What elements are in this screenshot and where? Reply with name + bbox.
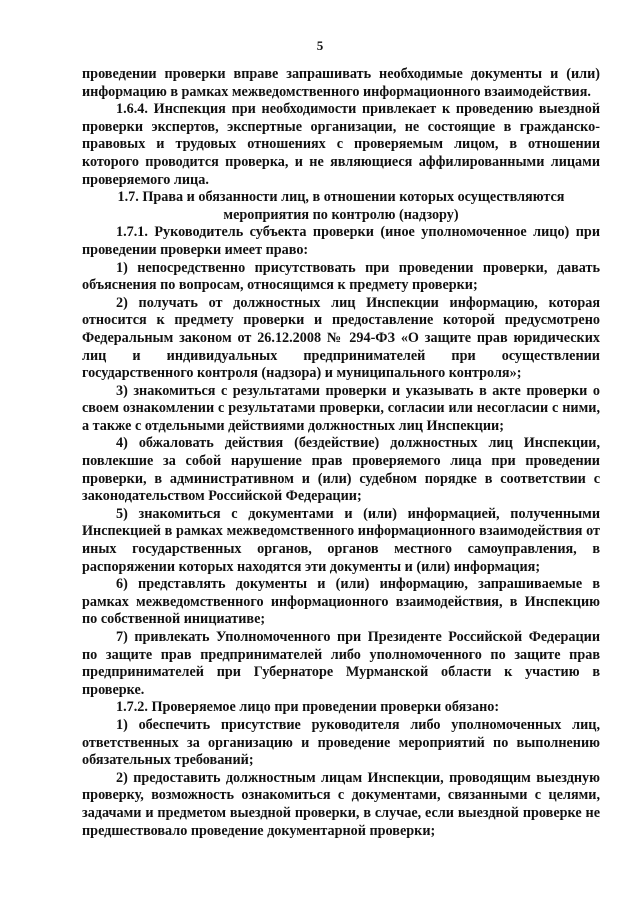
- paragraph-1-7-2: 1.7.2. Проверяемое лицо при проведении проверки обязано:: [116, 699, 500, 716]
- paragraph-continuation: проведении проверки вправе запрашивать необходимые документы и (или) информацию в рамках межведомственного информационного взаимодействия.: [82, 66, 600, 100]
- list-item-duty-1: 1) обеспечить присутствие руководителя либо уполномоченных лиц, ответственных за организацию и проведение мероприятий по выполнению обязательных требований;: [82, 716, 600, 769]
- list-item-right-7: 7) привлекать Уполномоченного при Президенте Российской Федерации по защите прав предпринимателей либо уполномоченного по защите прав предпринимателей при Губернаторе Мурманской области к участию в проверке.: [82, 629, 600, 698]
- list-item-right-1: 1) непосредственно присутствовать при проведении проверки, давать объяснения по вопросам, относящимся к предмету проверки;: [82, 259, 600, 294]
- list-item-right-6: 6) представлять документы и (или) информацию, запрашиваемые в рамках межведомственного информационного взаимодействия, в Инспекцию по собственной инициативе;: [82, 576, 600, 628]
- document-body: [82, 66, 600, 840]
- list-item-right-3: 3) знакомиться с результатами проверки и указывать в акте проверки о своем ознакомлении с результатами проверки, согласии или несогласии с ними, а также с отдельными действиями должностных лиц Инспекции;: [82, 382, 600, 434]
- paragraph-1-7-1: 1.7.1. Руководитель субъекта проверки (иное уполномоченное лицо) при проведении проверки имеет право:: [82, 224, 600, 258]
- list-item-right-5: 5) знакомиться с документами и (или) информацией, полученными Инспекцией в рамках межведомственного информационного взаимодействия от иных государственных органов, органов местного самоуправления, в распоряжении которых находятся эти документы и (или) информация;: [82, 505, 600, 575]
- paragraph-1-6-4: 1.6.4. Инспекция при необходимости привлекает к проведению выездной проверки экспертов, экспертные организации, не состоящие в гражданско-правовых и трудовых отношениях с проверяемым лицом, в отношении которого проводится проверка, и не являющиеся аффилированными лицами проверяемого лица.: [82, 101, 600, 188]
- list-item-duty-2: 2) предоставить должностным лицам Инспекции, проводящим выездную проверку, возможность ознакомиться с документами, связанными с целями, задачами и предметом выездной проверки, в случае, если выездной проверке не предшествовало проведение документарной проверки;: [82, 769, 600, 839]
- section-heading-1-7: 1.7. Права и обязанности лиц, в отношении которых осуществляются мероприятия по контролю (надзору): [117, 189, 565, 223]
- page-number: 5: [316, 38, 324, 53]
- list-item-right-4: 4) обжаловать действия (бездействие) должностных лиц Инспекции, повлекшие за собой нарушение прав проверяемого лица при проведении проверки, в административном и (или) судебном порядке в соответствии с законодательством Российской Федерации;: [82, 435, 600, 505]
- list-item-right-2: 2) получать от должностных лиц Инспекции информацию, которая относится к предмету проверки и предоставление которой предусмотрено Федеральным законом от 26.12.2008 № 294-ФЗ «О защите прав юридических лиц и индивидуальных предпринимателей при осуществлении государственного контроля (надзора) и муниципального контроля»;: [82, 294, 600, 382]
